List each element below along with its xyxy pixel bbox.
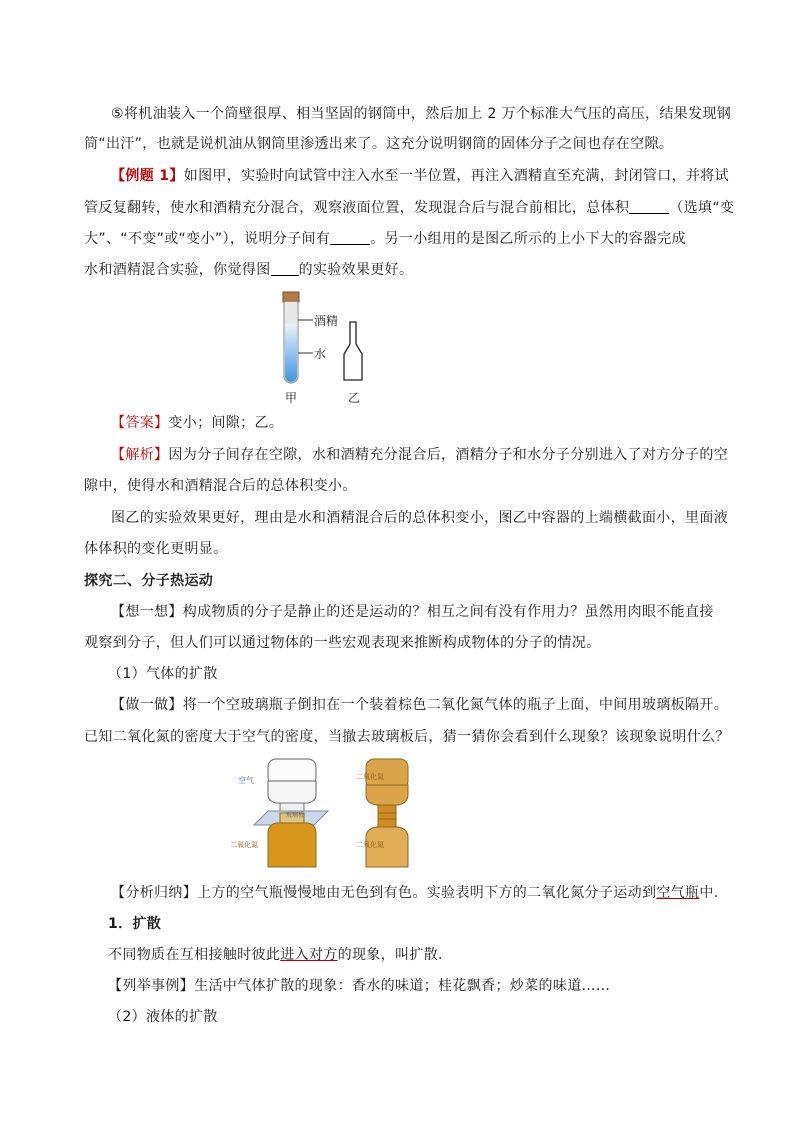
do-tag: 【做一做】 bbox=[111, 697, 183, 713]
summary-tag: 【分析归纳】 bbox=[111, 885, 198, 901]
diffusion-keyword: 进入对方 bbox=[280, 947, 338, 963]
example1-tag: 【例题 1】 bbox=[111, 168, 184, 184]
air-bottle-body bbox=[268, 781, 316, 803]
label-no2-left: 二氧化氮 bbox=[230, 841, 258, 849]
bottle-b bbox=[344, 322, 362, 380]
think-line2: 观察到分子，但人们可以通过物体的一些宏观表现来推断构成物体的分子的情况。 bbox=[84, 635, 601, 651]
summary-underlined: 空气瓶 bbox=[656, 885, 700, 901]
stopper bbox=[283, 292, 299, 302]
example1-line3: 大”、“不变”或“变小”），说明分子间有 。另一小组用的是图乙所示的上小下大的容器完成 bbox=[84, 231, 686, 247]
label-no2-right-bottom: 二氧化氮 bbox=[356, 841, 384, 849]
answer-line bbox=[111, 413, 283, 433]
answer-blank-3[interactable] bbox=[271, 261, 299, 276]
answer-text: 变小；间隙；乙。 bbox=[168, 415, 284, 431]
answer-blank-1[interactable] bbox=[629, 199, 669, 214]
analysis-line1: 【解析】因为分子间存在空隙，水和酒精充分混合后，酒精分子和水分子分别进入了对方分子的空 bbox=[111, 447, 729, 463]
label-alcohol: 酒精 bbox=[314, 314, 339, 328]
no2-bottle bbox=[268, 823, 316, 867]
alcohol-liquid bbox=[285, 302, 297, 324]
para5-line1: ⑤将机油装入一个筒壁很厚、相当坚固的钢筒中，然后加上 2 万个标准大气压的高压，结果发现钢 bbox=[111, 106, 732, 122]
think-tag: 【想一想】 bbox=[111, 604, 183, 620]
think-line1: 【想一想】构成物质的分子是静止的还是运动的？相互之间有没有作用力？虽然用肉眼不能直接 bbox=[111, 604, 714, 620]
bottle-neck-joint bbox=[378, 805, 396, 827]
example1-line2: 管反复翻转，使水和酒精充分混合，观察液面位置，发现混合后与混合前相比，总体积 （选填“变 bbox=[84, 200, 735, 216]
answer-tag: 【答案】 bbox=[111, 415, 169, 431]
water-liquid bbox=[285, 324, 297, 382]
figure-test-tube-and-bottle bbox=[270, 288, 390, 408]
example1-line4: 水和酒精混合实验，你觉得图 的实验效果更好。 bbox=[84, 262, 414, 278]
gas-diffusion-title: （1）气体的扩散 bbox=[108, 666, 218, 682]
example1-line1: 【例题 1】如图甲，实验时向试管中注入水至一半位置，再注入酒精直至充满，封闭管口，并将试 bbox=[111, 168, 730, 184]
diffusion-title: 1．扩散 bbox=[108, 916, 162, 932]
analysis-line2: 隙中，使得水和酒精混合后的总体积变小。 bbox=[84, 478, 357, 494]
analysis-line4: 体体积的变化更明显。 bbox=[84, 541, 228, 557]
analysis-line3: 图乙的实验效果更好，理由是水和酒精混合后的总体积变小，图乙中容器的上端横截面小，里面液 bbox=[111, 510, 729, 526]
para5-line2: 筒“出汗”，也就是说机油从钢筒里渗透出来了。这充分说明钢筒的固体分子之间也存在空隙。 bbox=[84, 136, 674, 152]
examples-line: 【列举事例】生活中气体扩散的现象：香水的味道；桂花飘香；炒菜的味道…… bbox=[108, 978, 611, 994]
label-water: 水 bbox=[314, 347, 327, 361]
label-air: 空气 bbox=[238, 776, 254, 785]
liquid-diffusion-title: （2）液体的扩散 bbox=[108, 1009, 218, 1025]
label-plate: 玻璃板 bbox=[286, 812, 305, 819]
answer-blank-2[interactable] bbox=[330, 230, 370, 245]
label-a: 甲 bbox=[285, 391, 298, 405]
section2-title: 探究二、分子热运动 bbox=[84, 573, 214, 589]
label-no2-right-top: 二氧化氮 bbox=[356, 773, 384, 781]
summary-line: 【分析归纳】上方的空气瓶慢慢地由无色到有色。实验表明下方的二氧化氮分子运动到空气瓶中. bbox=[111, 885, 719, 901]
figure-gas-diffusion bbox=[228, 755, 428, 873]
label-b: 乙 bbox=[348, 391, 361, 405]
examples-tag: 【列举事例】 bbox=[108, 978, 195, 994]
do-line1: 【做一做】将一个空玻璃瓶子倒扣在一个装着棕色二氧化氮气体的瓶子上面，中间用玻璃板隔开。 bbox=[111, 697, 729, 713]
diffusion-definition: 不同物质在互相接触时彼此进入对方的现象，叫扩散. bbox=[108, 947, 443, 963]
analysis-tag: 【解析】 bbox=[111, 447, 169, 463]
do-line2: 已知二氧化氮的密度大于空气的密度，当撤去玻璃板后，猜一猜你会看到什么现象？该现象说明什么？ bbox=[84, 729, 730, 745]
